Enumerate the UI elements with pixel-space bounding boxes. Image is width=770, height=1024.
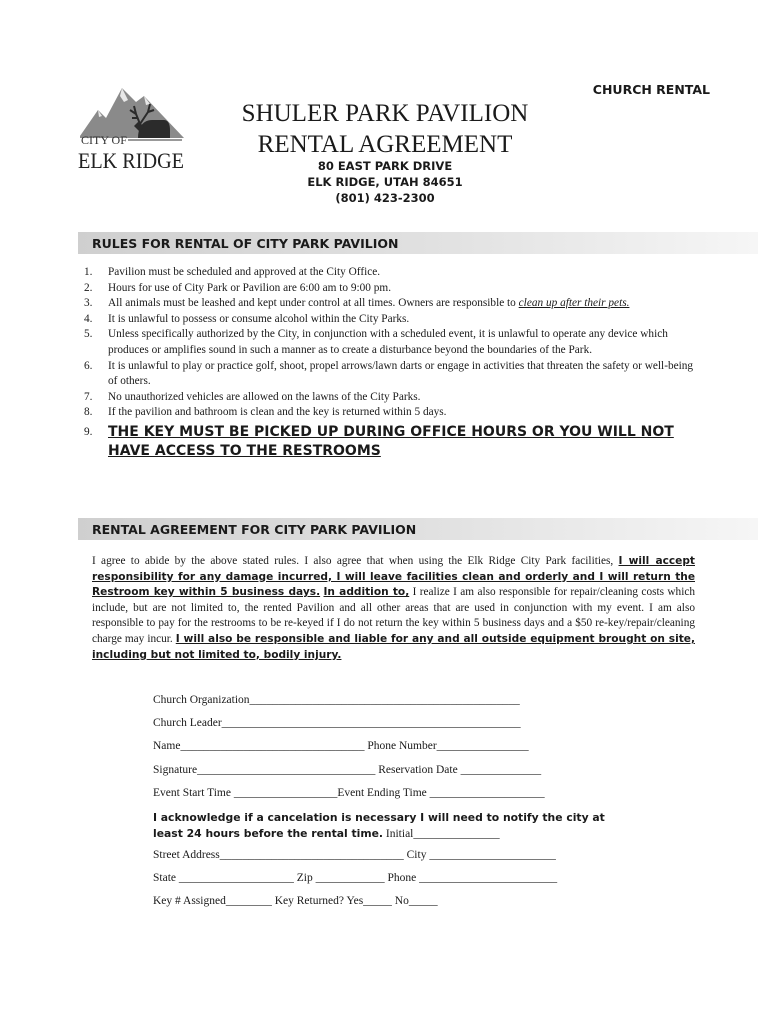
- cancellation-acknowledgement: [153, 810, 623, 842]
- rule-number: 2.: [84, 281, 93, 294]
- rule-emphasis: clean up after their pets.: [518, 297, 630, 310]
- title-line-2: RENTAL AGREEMENT: [257, 131, 513, 158]
- rule-item-key-notice: [84, 423, 694, 460]
- name-phone-field[interactable]: Name________________________________ Phone Number________________: [153, 740, 529, 752]
- street-city-field[interactable]: Street Address________________________________ City ______________________: [153, 849, 556, 861]
- rule-text: All animals must be leashed and kept under control at all times. Owners are responsible to: [108, 297, 519, 310]
- rule-number: 7.: [84, 390, 93, 403]
- rule-text: If the pavilion and bathroom is clean and the key is returned within 5 days.: [108, 406, 447, 419]
- agreement-liability: I will also be responsible and liable for any and all outside equipment brought on site, including but not limited to, bodily injury.: [92, 632, 695, 661]
- agreement-responsibility: I will accept responsibility for any damage incurred, I will leave facilities clean and orderly and I will return the Restroom key within 5 business days.: [92, 555, 695, 599]
- logo-city-of-text: CITY OF: [81, 133, 127, 147]
- address-phone: (801) 423-2300: [335, 191, 435, 205]
- agreement-text-costs: I realize I am also responsible for repair/cleaning costs which include, but are not limited to, the rented Pavilion and all other areas that are used in conjunction with my event. I am also responsible to pay for the restrooms to be re-keyed if I do not return the key within 5 business days and a $50 re-key/repair/cleaning charge may incur.: [92, 586, 695, 645]
- rule-text: It is unlawful to possess or consume alcohol within the City Parks.: [108, 312, 410, 325]
- signature-reservation-date-field[interactable]: Signature_______________________________ Reservation Date ______________: [153, 764, 542, 776]
- cancellation-notice: I acknowledge if a cancelation is necessary I will need to notify the city at least 24 hours before the rental time.: [153, 811, 605, 840]
- rule-text: No unauthorized vehicles are allowed on the lawns of the City Parks.: [108, 390, 421, 403]
- rule-number: 8.: [84, 406, 93, 419]
- rule-item: [84, 265, 694, 281]
- key-pickup-notice: THE KEY MUST BE PICKED UP DURING OFFICE HOURS OR YOU WILL NOT HAVE ACCESS TO THE RESTROOMS: [108, 423, 674, 459]
- agreement-paragraph: [92, 554, 695, 663]
- rule-text: Pavilion must be scheduled and approved at the City Office.: [108, 266, 381, 278]
- rule-item: [84, 390, 694, 406]
- church-rental-tag: CHURCH RENTAL: [592, 82, 710, 97]
- rule-item: [84, 359, 694, 390]
- rule-number: 4.: [84, 312, 93, 325]
- church-organization-field[interactable]: Church Organization_______________________________________________: [153, 694, 520, 706]
- mountain-elk-emblem: [78, 80, 186, 176]
- agreement-text-intro: I agree to abide by the above stated rules. I also agree that when using the Elk Ridge City Park facilities,: [92, 555, 619, 567]
- event-times-field[interactable]: Event Start Time __________________Event Ending Time ____________________: [153, 787, 545, 799]
- rule-number: 1.: [84, 266, 93, 278]
- address-block: [230, 158, 540, 206]
- rule-number: 5.: [84, 328, 93, 341]
- rule-text: It is unlawful to play or practice golf, shoot, propel arrows/lawn darts or engage in activities that threaten the safety or well-being of others.: [108, 359, 694, 388]
- rule-item: [84, 312, 694, 328]
- rule-text: Hours for use of City Park or Pavilion are 6:00 am to 9:00 pm.: [108, 281, 392, 294]
- rules-list: [84, 265, 694, 460]
- key-assignment-field[interactable]: Key # Assigned________ Key Returned? Yes_____ No_____: [153, 895, 438, 907]
- elk-ridge-logo: [78, 80, 186, 176]
- page-title: [200, 98, 570, 160]
- rule-number: 3.: [84, 297, 93, 310]
- rule-item: [84, 296, 694, 312]
- rule-item: [84, 327, 694, 358]
- state-zip-phone-field[interactable]: State ____________________ Zip ____________ Phone ________________________: [153, 872, 558, 884]
- rules-heading: RULES FOR RENTAL OF CITY PARK PAVILION: [92, 236, 399, 251]
- address-city: ELK RIDGE, UTAH 84651: [307, 175, 463, 189]
- rule-number: 9.: [84, 425, 93, 438]
- church-leader-field[interactable]: Church Leader____________________________________________________: [153, 717, 521, 729]
- rule-item: [84, 405, 694, 421]
- agreement-in-addition: In addition to,: [323, 586, 410, 599]
- title-line-1: SHULER PARK PAVILION: [241, 100, 529, 127]
- rule-text: Unless specifically authorized by the City, in conjunction with a scheduled event, it is unlawful to operate any device which produces or amplifies sound in such a manner as to create a disturbance beyond the boundaries of the Park.: [108, 328, 668, 356]
- rule-item: [84, 281, 694, 297]
- agreement-heading: RENTAL AGREEMENT FOR CITY PARK PAVILION: [92, 522, 417, 537]
- address-street: 80 EAST PARK DRIVE: [317, 159, 453, 173]
- initial-field[interactable]: Initial_______________: [383, 828, 500, 840]
- logo-elk-ridge-text: ELK RIDGE: [78, 148, 184, 173]
- rule-number: 6.: [84, 359, 93, 372]
